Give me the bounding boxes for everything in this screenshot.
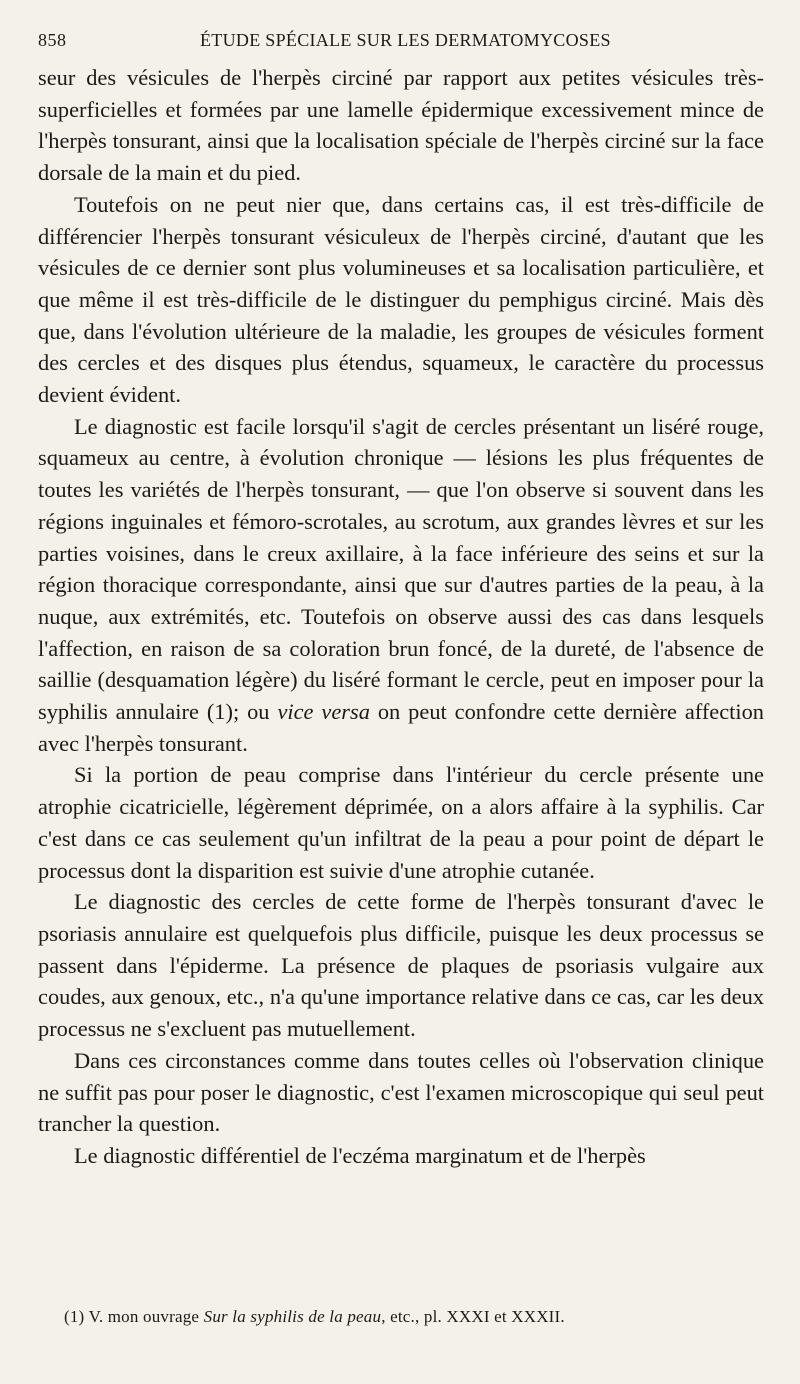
paragraph-7: Le diagnostic différentiel de l'eczéma marginatum et de l'herpès — [74, 1142, 646, 1168]
paragraph-3-text-before: Le diagnostic est facile lorsqu'il s'agit de cercles présentant un liséré rouge, squameux au centre, à évolution chronique — lésions les plus fréquentes de toutes les variétés de l'herpès tonsurant, — que l'on observe si souvent dans les régions inguinales et fémoro-scrotales, au scrotum, aux grandes lèvres et sur les parties voisines, dans le creux axillaire, à la face inférieure des seins et sur la région thoracique correspondante, ainsi que sur d'autres parties de la peau, à la nuque, aux extrémités, etc. Toutefois on observe aussi des cas dans lesquels l'affection, en raison de sa coloration brun foncé, de la dureté, de l'absence de saillie (desquamation légère) du liséré formant le cercle, peut en imposer pour la syphilis annulaire (1); ou — [38, 413, 764, 725]
book-page — [38, 30, 764, 1172]
paragraph-4: Si la portion de peau comprise dans l'intérieur du cercle présente une atrophie cicatricielle, légèrement déprimée, on a alors affaire à la syphilis. Car c'est dans ce cas seulement qu'un infiltrat de la peau a pour point de départ le processus dont la disparition est suivie d'une atrophie cutanée. — [38, 762, 764, 883]
paragraph-6: Dans ces circonstances comme dans toutes celles où l'observation clinique ne suffit pas pour poser le diagnostic, c'est l'examen microscopique qui seul peut trancher la question. — [38, 1047, 764, 1137]
body-text — [38, 62, 764, 1172]
paragraph-5: Le diagnostic des cercles de cette forme de l'herpès tonsurant d'avec le psoriasis annulaire est quelquefois plus difficile, puisque les deux processus se passent dans l'épiderme. La présence de plaques de psoriasis vulgaire aux coudes, aux genoux, etc., n'a qu'une importance relative dans ce cas, car les deux processus ne s'excluent pas mutuellement. — [38, 889, 764, 1042]
paragraph-2: Toutefois on ne peut nier que, dans certains cas, il est très-difficile de différencier l'herpès tonsurant vésiculeux de l'herpès circiné, d'autant que les vésicules de ce dernier sont plus volumineuses et sa localisation particulière, et que même il est très-difficile de le distinguer du pemphigus circiné. Mais dès que, dans l'évolution ultérieure de la maladie, les groupes de vésicules forment des cercles et des disques plus étendus, squameux, le caractère du processus devient évident. — [38, 191, 764, 408]
italic-phrase: vice versa — [277, 699, 370, 725]
page-number: 858 — [38, 30, 67, 50]
page-header — [38, 30, 764, 62]
paragraph-1: seur des vésicules de l'herpès circiné par rapport aux petites vésicules très-superficielles et formées par une lamelle épidermique excessivement mince de l'herpès tonsurant, ainsi que la localisation spéciale de l'herpès circiné sur la face dorsale de la main et du pied. — [38, 65, 764, 186]
paragraph-3-text-after: on peut confondre cette dernière affection avec l'herpès tonsurant. — [38, 699, 764, 756]
paragraph-3 — [38, 411, 764, 760]
running-title: ÉTUDE SPÉCIALE SUR LES DERMATOMYCOSES — [200, 30, 611, 50]
footnote-text-after: , etc., pl. XXXI et XXXII. — [381, 1307, 565, 1326]
footnote-text-before: (1) V. mon ouvrage — [64, 1307, 204, 1326]
footnote — [64, 1307, 565, 1327]
footnote-italic-title: Sur la syphilis de la peau — [203, 1307, 382, 1326]
